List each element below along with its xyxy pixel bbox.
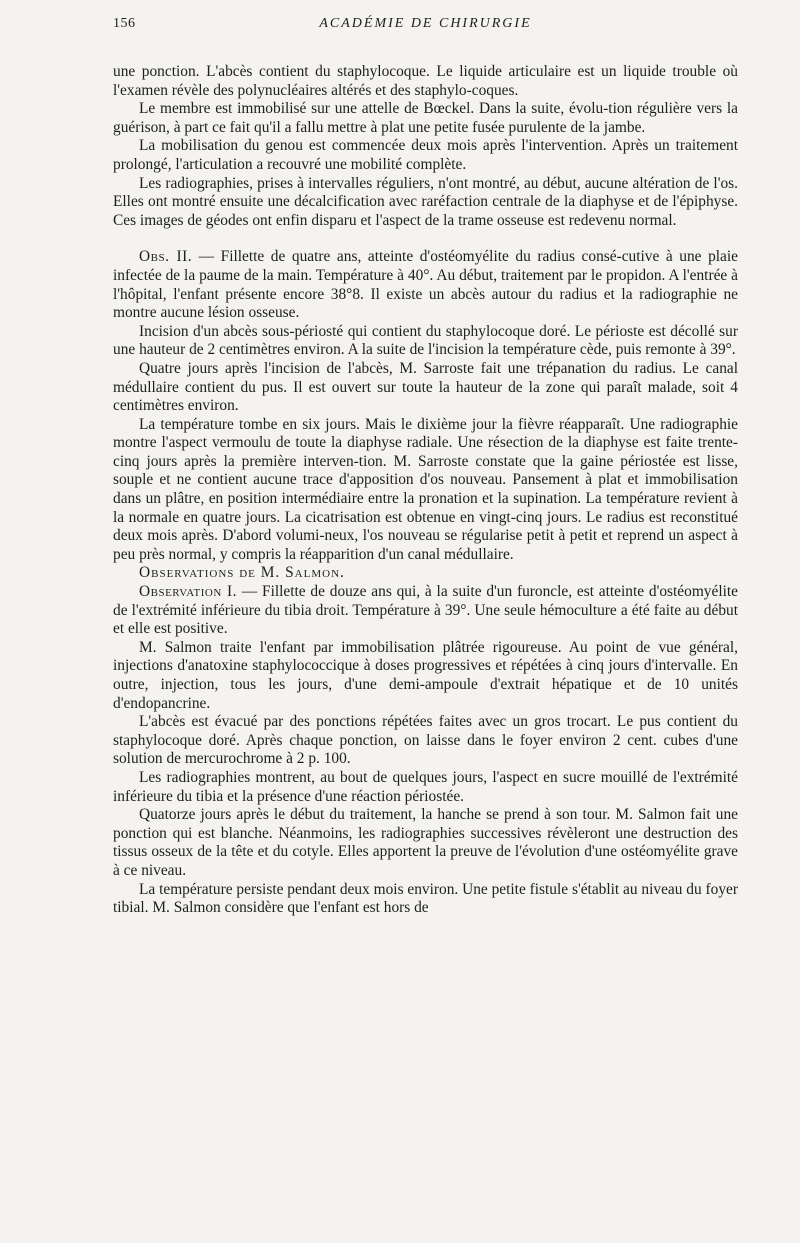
observation-2-intro	[113, 248, 738, 322]
paragraph: — Fillette de douze ans qui, à la suite d'un furoncle, est atteinte d'ostéomyélite de l'extrémité inférieure du tibia droit. Température à 39°. Une seule hémoculture a été faite au début et elle est positive.	[113, 583, 738, 638]
paragraph: une ponction. L'abcès contient du staphylocoque. Le liquide articulaire est un liquide trouble où l'examen révèle des polynucléaires altérés et des staphylo-coques.	[113, 63, 738, 99]
paragraph: La température persiste pendant deux mois environ. Une petite fistule s'établit au niveau du foyer tibial. M. Salmon considère que l'enfant est hors de	[113, 880, 738, 917]
paragraph: M. Salmon traite l'enfant par immobilisation plâtrée rigoureuse. Au point de vue général, injections d'anatoxine staphylococcique à doses progressives et répétées à cinq jours d'intervalle. En outre, injection, tous les jours, d'une demi-ampoule d'extrait hépatique et de 10 unités d'endopancrine.	[113, 638, 738, 712]
paragraph: Le membre est immobilisé sur une attelle de Bœckel. Dans la suite, évolu-tion régulière vers la guérison, à part ce fait qu'il a fallu mettre à plat une petite fusée purulente de la jambe.	[113, 100, 738, 136]
paragraph: Quatre jours après l'incision de l'abcès, M. Sarroste fait une trépanation du radius. Le canal médullaire contient du pus. Il est ouvert sur toute la hauteur de la zone qui paraît malade, soit 4 centimètres environ.	[113, 359, 738, 415]
paragraph: — Fillette de quatre ans, atteinte d'ostéomyélite du radius consé-cutive à une plaie infectée de la paume de la main. Température à 40°. Au début, traitement par le propidon. A l'entrée à l'hôpital, l'enfant présente encore 38°8. Il existe un abcès autour du radius et la radiographie ne montre aucune lésion osseuse.	[113, 248, 738, 322]
paragraph: Quatorze jours après le début du traitement, la hanche se prend à son tour. M. Salmon fait une ponction qui est blanche. Néanmoins, les radiographies successives révèleront une destruction des tissus osseux de la tête et du cotyle. Elles apportent la preuve de l'évolution d'une ostéomyélite grave à ce niveau.	[113, 806, 738, 879]
section-heading: Observations de M. Salmon.	[139, 564, 345, 582]
running-header	[113, 16, 738, 38]
body-text	[113, 63, 738, 918]
observation-label: Obs. II.	[139, 248, 193, 266]
paragraph: Les radiographies montrent, au bout de quelques jours, l'aspect en sucre mouillé de l'extrémité inférieure du tibia et la présence d'une réaction périostée.	[113, 768, 738, 805]
observation-1-intro	[113, 583, 738, 639]
paragraph: La mobilisation du genou est commencée deux mois après l'intervention. Après un traitement prolongé, l'articulation a recouvré une mobilité complète.	[113, 137, 738, 173]
paragraph: La température tombe en six jours. Mais le dixième jour la fièvre réapparaît. Une radiographie montre l'aspect vermoulu de toute la diaphyse radiale. Une résection de la diaphyse est faite trente-cinq jours après la première interven-tion. M. Sarroste constate que la gaine périostée est lisse, souple et ne contient aucune trace d'apposition d'os nouveau. Pansement à plat et immobilisation dans un plâtre, en position intermédiaire entre la pronation et la supination. La température revient à la normale en quatre jours. La cicatrisation est obtenue en vingt-cinq jours. Le radius est reconstitué deux mois après. D'abord volumi-neux, l'os nouveau se régularise petit à petit et reprend un aspect à peu près normal, y compris la réapparition d'un canal médullaire.	[113, 415, 738, 563]
observation-label: Observation I.	[139, 583, 238, 601]
paragraph: Les radiographies, prises à intervalles réguliers, n'ont montré, au début, aucune altération de l'os. Elles ont montré ensuite une décalcification avec raréfaction centrale de la diaphyse et de l'épiphyse. Ces images de géodes ont enfin disparu et l'aspect de la trame osseuse est redevenu normal.	[113, 174, 738, 229]
paragraph: Incision d'un abcès sous-périosté qui contient du staphylocoque doré. Le périoste est décollé sur une hauteur de 2 centimètres environ. A la suite de l'incision la température cède, puis remonte à 39°.	[113, 322, 738, 359]
running-title: ACADÉMIE DE CHIRURGIE	[319, 16, 532, 31]
page-number: 156	[113, 16, 136, 31]
paragraph-spacer	[113, 230, 738, 248]
paragraph: L'abcès est évacué par des ponctions répétées faites avec un gros trocart. Le pus contient du staphylocoque doré. Après chaque ponction, on laisse dans le foyer environ 2 cent. cubes d'une solution de mercurochrome à 2 p. 100.	[113, 713, 738, 768]
